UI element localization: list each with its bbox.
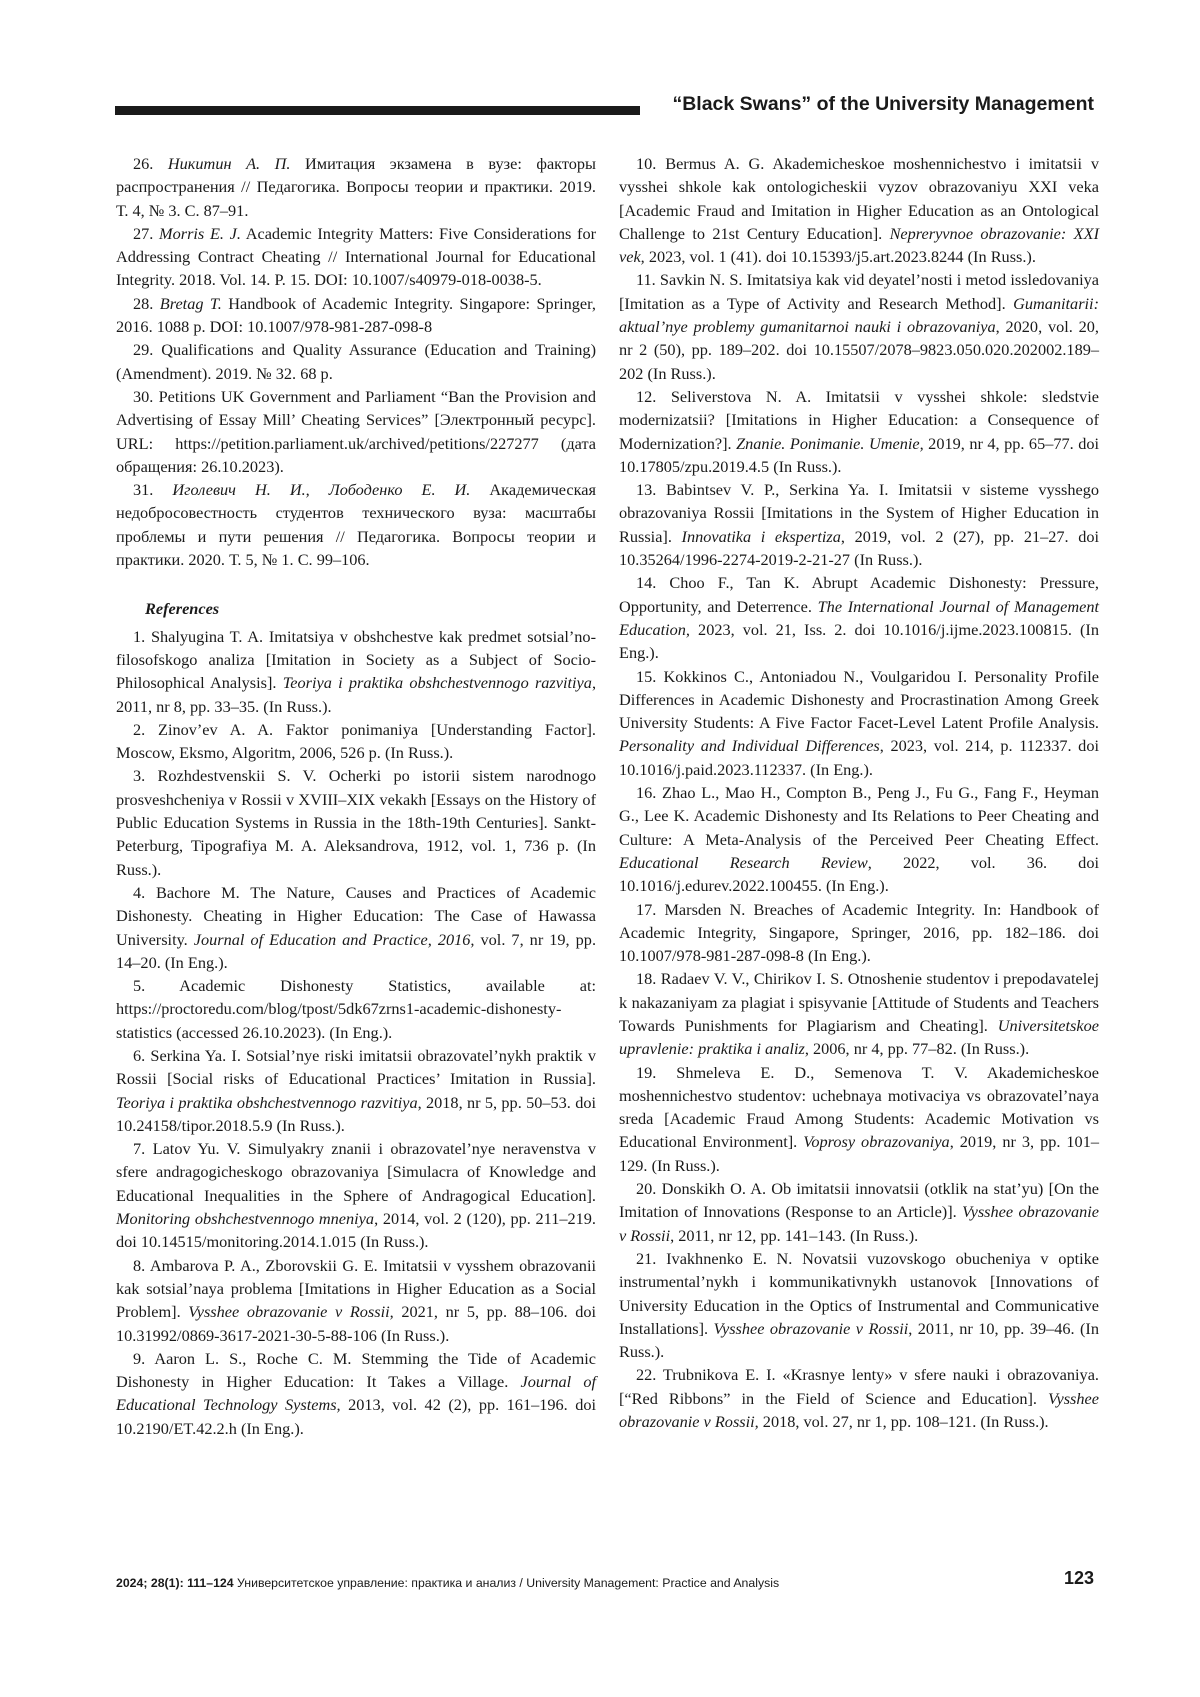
reference-authors: Bretag T.	[159, 293, 222, 313]
reference-entry	[116, 1347, 596, 1440]
reference-details: , 2020, vol. 20, nr 2 (50), pp. 189–202. doi 10.15507/2078–9823.050.020.202002.189–202 (In Russ.).	[619, 317, 1099, 383]
reference-text: 4. Bachore M. The Nature, Causes and Practices of Academic Dishonesty. Cheating in Higher Education: The Case of Hawassa University.	[116, 882, 596, 949]
reference-entry	[116, 974, 596, 1044]
reference-text: 6. Serkina Ya. I. Sotsial’nye riski imitatsii obrazovatel’nykh praktik v Rossii [Social risks of Educational Practices’ Imitation in Russia].	[116, 1045, 596, 1089]
reference-details: , 2011, nr 10, pp. 39–46. (In Russ.).	[619, 1318, 1099, 1362]
english-reference-list-right	[619, 152, 1099, 1433]
reference-entry	[116, 222, 596, 292]
reference-details: 2019, nr 4, pp. 65–77. doi 10.17805/zpu.2019.4.5 (In Russ.).	[619, 433, 1100, 476]
reference-entry	[116, 1044, 596, 1137]
references-heading: References	[145, 599, 220, 619]
reference-text: 2. Zinov’ev A. A. Faktor ponimaniya [Understanding Factor]. Moscow, Eksmo, Algoritm, 2006, 526 p. (In Russ.).	[116, 719, 596, 763]
reference-text: 14. Choo F., Tan K. Abrupt Academic Dishonesty: Pressure, Opportunity, and Deterrence.	[619, 573, 1099, 616]
reference-source: Innovatika i ekspertiza	[681, 526, 841, 546]
reference-entry	[116, 1254, 596, 1347]
reference-text: 5. Academic Dishonesty Statistics, available at: https://proctoredu.com/blog/tpost/5dk67zrns1-academic-dishonesty-statistics (accessed 26.10.2023). (In Eng.).	[116, 976, 596, 1042]
reference-source: Vysshee obrazovanie v Rossii,	[188, 1302, 394, 1322]
reference-text: 21. Ivakhnenko E. N. Novatsii vuzovskogo obucheniya v optike instrumental’nykh i kommunikativnykh ustanovok [Innovations of University Education in the Optics of Instrumental and Communicative Installations].	[619, 1248, 1099, 1338]
reference-source: Teoriya i praktika obshchestvennogo razvitiya	[282, 673, 592, 693]
reference-text: Qualifications and Quality Assurance (Education and Training) (Amendment). 2019. № 32. 68 p.	[116, 340, 596, 383]
reference-entry	[619, 967, 1099, 1060]
reference-source: Journal of Education and Practice, 2016,	[193, 929, 475, 949]
reference-source: Voprosy obrazovaniya	[803, 1132, 950, 1152]
reference-text: 17. Marsden N. Breaches of Academic Integrity. In: Handbook of Academic Integrity, Singapore, Springer, 2016, pp. 182–186. doi 10.1007/978-981-287-098-8 (In Eng.).	[619, 899, 1099, 966]
reference-authors: Иголевич Н. И., Лободенко Е. И.	[172, 480, 471, 500]
reference-details: , 2018, nr 5, pp. 50–53. doi 10.24158/tipor.2018.5.9 (In Russ.).	[116, 1092, 597, 1135]
english-reference-list-left	[116, 625, 596, 1440]
reference-source: Journal of Educational Technology Systems,	[116, 1372, 596, 1415]
reference-source: Universitetskoe upravlenie: praktika i analiz	[619, 1015, 1099, 1059]
reference-details: 2023, vol. 21, Iss. 2. doi 10.1016/j.ijme.2023.100815. (In Eng.).	[619, 619, 1099, 663]
reference-entry	[619, 385, 1099, 478]
left-column	[116, 152, 596, 1440]
reference-details: , 2011, nr 8, pp. 33–35. (In Russ.).	[116, 673, 597, 716]
reference-text: 18. Radaev V. V., Chirikov I. S. Otnoshenie studentov i prepodavatelej k nakazaniyam za plagiat i spisyvanie [Attitude of Students and Teachers Towards Punishments for Plagiarism and Cheating].	[619, 969, 1099, 1035]
reference-text: 8. Ambarova P. A., Zborovskii G. E. Imitatsii v vysshem obrazovanii kak sotsial’naya problema [Imitations in Higher Education as a Social Problem].	[116, 1255, 596, 1322]
reference-text: 13. Babintsev V. P., Serkina Ya. I. Imitatsii v sisteme vysshego obrazovaniya Rossii [Imitations in the System of Higher Education in Russia].	[619, 480, 1099, 546]
reference-text: 15. Kokkinos C., Antoniadou N., Voulgaridou I. Personality Profile Differences in Academic Dishonesty and Procrastination Among Greek University Students: A Five Factor Facet-Level Latent Profile Analysis.	[619, 666, 1099, 733]
reference-entry	[116, 292, 596, 339]
reference-details: , 2019, vol. 2 (27), pp. 21–27. doi 10.35264/1996-2274-2019-2-21-27 (In Russ.).	[619, 526, 1100, 570]
reference-entry	[116, 1137, 596, 1253]
reference-details: 2013, vol. 42 (2), pp. 161–196. doi 10.2190/ET.42.2.h (In Eng.).	[116, 1395, 597, 1438]
reference-text: 20. Donskikh O. A. Ob imitatsii innovatsii (otklik na stat’yu) [On the Imitation of Innovations (Response to an Article)].	[619, 1179, 1099, 1222]
reference-details: 2018, vol. 27, nr 1, pp. 108–121. (In Russ.).	[758, 1412, 1049, 1432]
reference-entry	[116, 385, 596, 478]
reference-source: Personality and Individual Differences	[619, 736, 880, 756]
reference-details: , 2023, vol. 214, p. 112337. doi 10.1016/j.paid.2023.112337. (In Eng.).	[619, 736, 1099, 779]
footer-issue: 2024; 28(1): 111–124	[116, 1576, 234, 1590]
reference-entry	[619, 898, 1099, 968]
reference-entry	[619, 1061, 1099, 1177]
reference-source: Vysshee obrazovanie v Rossii	[619, 1202, 1099, 1245]
reference-text: Имитация экзамена в вузе: факторы распространения // Педагогика. Вопросы теории и практики. 2019. Т. 4, № 3. С. 87–91.	[116, 154, 596, 220]
reference-source: The International Journal of Management Education,	[619, 596, 1099, 639]
header-rule	[115, 106, 640, 115]
page-number: 123	[1063, 1568, 1094, 1588]
reference-entry	[116, 478, 596, 571]
reference-source: Vysshee obrazovanie v Rossii,	[619, 1388, 1099, 1432]
reference-text: 16. Zhao L., Mao H., Compton B., Peng J., Fu G., Fang F., Heyman G., Lee K. Academic Dishonesty and Its Relations to Peer Cheating and Culture: A Meta-Analysis of the Perceived Peer Cheating Effect.	[619, 783, 1099, 849]
reference-source: Teoriya i praktika obshchestvennogo razvitiya	[116, 1092, 418, 1112]
running-title: “Black Swans” of the University Management	[672, 93, 1094, 115]
reference-entry	[619, 1177, 1099, 1247]
reference-text: 11. Savkin N. S. Imitatsiya kak vid deyatel’nosti i metod issledovaniya [Imitation as a Type of Activity and Research Method].	[619, 270, 1099, 313]
reference-text: 12. Seliverstova N. A. Imitatsii v vysshei shkole: sledstvie modernizatsii? [Imitations in Higher Education: a Consequence of Modernization?].	[619, 386, 1099, 453]
reference-text: Academic Integrity Matters: Five Considerations for Addressing Contract Cheating // International Journal for Educational Integrity. 2018. Vol. 14. P. 15. DOI: 10.1007/s40979-018-0038-5.	[116, 223, 597, 290]
reference-entry	[116, 881, 596, 974]
reference-details: , 2006, nr 4, pp. 77–82. (In Russ.).	[804, 1039, 1030, 1059]
reference-entry	[116, 338, 596, 385]
reference-entry	[116, 718, 596, 765]
russian-reference-list	[116, 152, 596, 571]
reference-source: Gumanitarii: aktual’nye problemy gumanitarnoi nauki i obrazovaniya	[619, 293, 1099, 337]
reference-number: 30.	[133, 386, 159, 406]
reference-text: 19. Shmeleva E. D., Semenova T. V. Akademicheskoe moshennichestvo studentov: uchebnaya motivaciya vs obrazovatel’naya sreda [Academic Fraud Among Students: Academic Motivation vs Educational Environment].	[619, 1062, 1099, 1152]
reference-text: 1. Shalyugina T. A. Imitatsiya v obshchestve kak predmet sotsial’no-filosofskogo analiza [Imitation in Society as a Subject of Socio-Philosophical Analysis].	[116, 626, 596, 693]
reference-details: 2021, nr 5, pp. 88–106. doi 10.31992/0869-3617-2021-30-5-88-106 (In Russ.).	[116, 1302, 596, 1345]
reference-entry	[619, 665, 1099, 781]
reference-number: 28.	[133, 293, 160, 313]
reference-text: 9. Aaron L. S., Roche C. M. Stemming the Tide of Academic Dishonesty in Higher Education: It Takes a Village.	[116, 1348, 596, 1392]
reference-entry	[619, 1363, 1099, 1433]
reference-source: Monitoring obshchestvennogo mneniya	[116, 1209, 375, 1229]
reference-details: , 2019, nr 3, pp. 101–129. (In Russ.).	[619, 1132, 1099, 1175]
reference-text: 22. Trubnikova E. I. «Krasnye lenty» v sfere nauki i obrazovaniya. [“Red Ribbons” in the Field of Science and Education].	[619, 1365, 1099, 1408]
reference-authors: Morris E. J.	[159, 223, 241, 243]
reference-details: , 2022, vol. 36. doi 10.1016/j.edurev.2022.100455. (In Eng.).	[619, 852, 1099, 896]
reference-number: 29.	[133, 340, 162, 360]
reference-number: 31.	[133, 480, 173, 500]
reference-entry	[619, 571, 1099, 664]
reference-entry	[619, 781, 1099, 897]
reference-details: , 2014, vol. 2 (120), pp. 211–219. doi 10.14515/monitoring.2014.1.015 (In Russ.).	[116, 1209, 596, 1252]
reference-text: 7. Latov Yu. V. Simulyakry znanii i obrazovatel’nye neravenstva v sfere andragogicheskogo obrazovaniya [Simulacra of Knowledge and Educational Inequalities in the Sphere of Andragogical Education].	[116, 1139, 596, 1205]
reference-source: Nepreryvnoe obrazovanie: XXI vek,	[619, 223, 1099, 267]
reference-entry	[116, 764, 596, 880]
reference-entry	[619, 268, 1099, 384]
reference-details: vol. 7, nr 19, pp. 14–20. (In Eng.).	[116, 929, 597, 972]
footer-journal: Университетское управление: практика и анализ / University Management: Practice and Analysis	[233, 1576, 780, 1590]
reference-entry	[619, 478, 1099, 571]
reference-text: 3. Rozhdestvenskii S. V. Ocherki po istorii sistem narodnogo prosveshcheniya v Rossii v XVIII–XIX vekakh [Essays on the History of Public Education Systems in Russia in the 18th-19th Centuries]. Sankt-Peterburg, Tipografiya M. A. Aleksandrova, 1912, vol. 1, 736 p. (In Russ.).	[116, 766, 596, 879]
reference-source: Educational Research Review	[619, 852, 868, 872]
footer-citation	[116, 1576, 1094, 1590]
reference-text: Академическая недобросовестность студентов технического вуза: масштабы проблемы и пути решения // Педагогика. Вопросы теории и практики. 2020. Т. 5, № 1. С. 99–106.	[116, 480, 597, 570]
reference-source: Vysshee obrazovanie v Rossii	[713, 1318, 909, 1338]
reference-source: Znanie. Ponimanie. Umenie,	[736, 433, 924, 453]
reference-details: 2023, vol. 1 (41). doi 10.15393/j5.art.2023.8244 (In Russ.).	[644, 247, 1036, 267]
reference-text: 10. Bermus A. G. Akademicheskoe moshennichestvo i imitatsii v vysshei shkole kak ontologicheskii vyzov obrazovaniyu XXI veka [Academic Fraud and Imitation in Higher Education as an Ontological Challenge to 21st Century Education].	[619, 154, 1099, 243]
reference-authors: Никитин А. П.	[167, 154, 291, 173]
reference-text: Petitions UK Government and Parliament “Ban the Provision and Advertising of Essay Mill’ Cheating Services” [Электронный ресурс]. URL: https://petition.parliament.uk/archived/petitions/227277 (дата обращения: 26.10.2023).	[116, 386, 597, 476]
reference-number: 26.	[133, 154, 168, 173]
reference-number: 27.	[133, 223, 160, 243]
right-column	[619, 152, 1099, 1433]
reference-text: Handbook of Academic Integrity. Singapore: Springer, 2016. 1088 p. DOI: 10.1007/978-981-287-098-8	[116, 293, 596, 337]
reference-entry	[619, 152, 1099, 268]
reference-entry	[116, 625, 596, 718]
reference-entry	[619, 1247, 1099, 1363]
reference-entry	[116, 152, 596, 222]
reference-details: , 2011, nr 12, pp. 141–143. (In Russ.).	[670, 1225, 919, 1245]
